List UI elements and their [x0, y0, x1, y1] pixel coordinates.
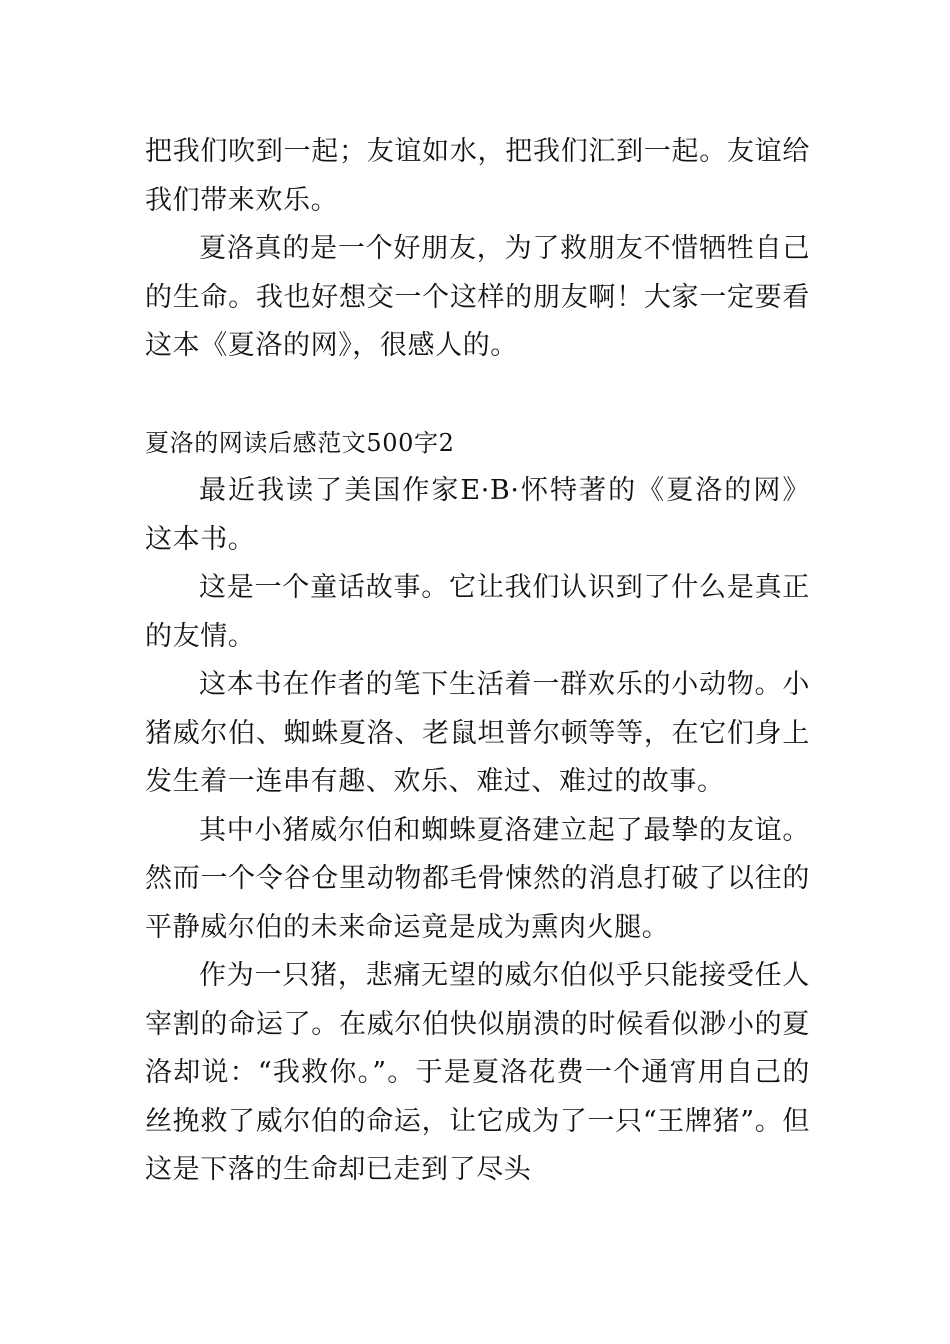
paragraph: 其中小猪威尔伯和蜘蛛夏洛建立起了最挚的友谊。然而一个令谷仓里动物都毛骨悚然的消息打破了以往的平静威尔伯的未来命运竟是成为熏肉火腿。: [145, 814, 810, 943]
paragraph: 夏洛真的是一个好朋友，为了救朋友不惜牺牲自己的生命。我也好想交一个这样的朋友啊！大家一定要看这本《夏洛的网》，很感人的。: [145, 233, 810, 361]
section-gap: [145, 371, 810, 419]
document-body: [145, 128, 810, 1195]
section-title: 夏洛的网读后感范文500字2: [145, 428, 455, 457]
paragraph: 最近我读了美国作家E·B·怀特著的《夏洛的网》这本书。: [145, 475, 810, 555]
paragraph: 这本书在作者的笔下生活着一群欢乐的小动物。小猪威尔伯、蜘蛛夏洛、老鼠坦普尔顿等等，在它们身上发生着一连串有趣、欢乐、难过、难过的故事。: [145, 669, 810, 797]
paragraph: 这是一个童话故事。它让我们认识到了什么是真正的友情。: [145, 572, 810, 652]
paragraph: 作为一只猪，悲痛无望的威尔伯似乎只能接受任人宰割的命运了。在威尔伯快似崩溃的时候看似渺小的夏洛却说：“我救你。”。于是夏洛花费一个通宵用自己的丝挽救了威尔伯的命运，让它成为了一只“王牌猪”。但这是下落的生命却已走到了尽头: [145, 960, 810, 1185]
paragraph-continued: 把我们吹到一起；友谊如水，把我们汇到一起。友谊给我们带来欢乐。: [145, 136, 810, 216]
